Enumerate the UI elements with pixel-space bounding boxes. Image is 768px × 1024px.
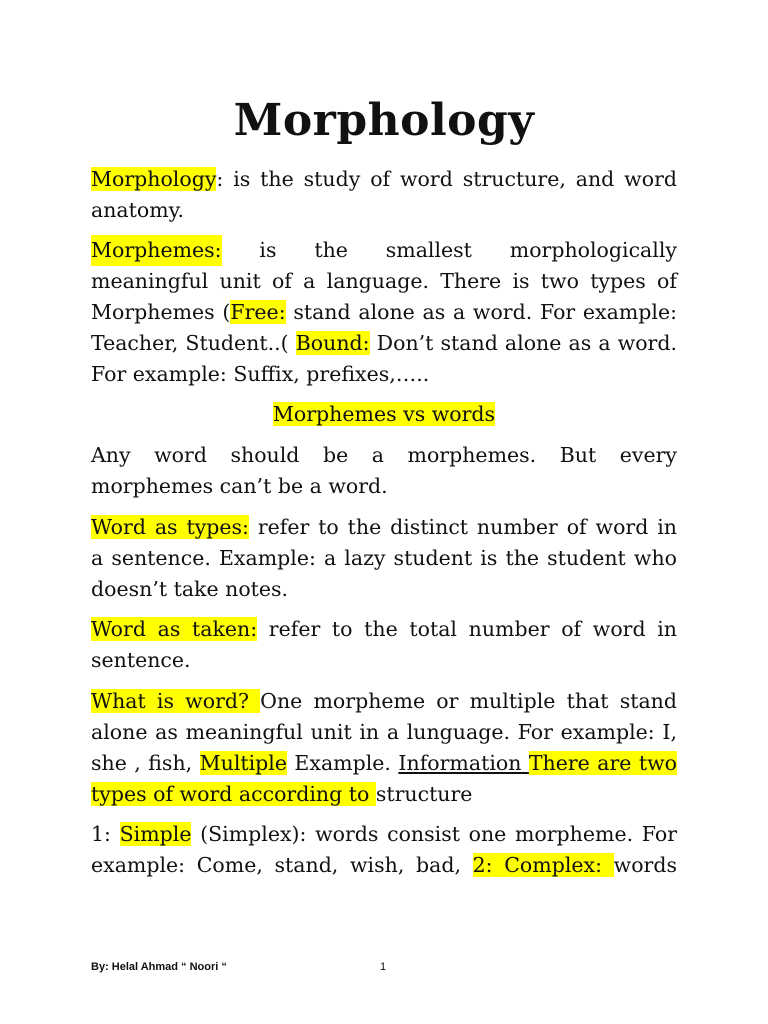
term-multiple: Multiple — [199, 751, 287, 775]
page-number: 1 — [380, 961, 387, 973]
term-types-of-word: types of word according to — [91, 782, 376, 806]
term-morphology: Morphology — [91, 167, 217, 191]
term-information: Information — [398, 751, 529, 775]
paragraph-word-as-types: Word as types: refer to the distinct number of word in a sentence. Example: a lazy student is the student who doesn’t take notes. — [91, 515, 677, 601]
term-bound: Bound: — [295, 331, 370, 355]
term-complex: 2: Complex: — [472, 853, 614, 877]
term-what-is-word: What is word? — [91, 689, 261, 713]
footer-author: By: Helal Ahmad “ Noori “ — [91, 961, 227, 973]
term-word-as-taken: Word as taken: — [91, 617, 258, 641]
paragraph-morphemes-vs-words: Any word should be a morphemes. But every morphemes can’t be a word. — [91, 443, 677, 498]
term-morphemes: Morphemes: — [91, 235, 222, 266]
paragraph-word-as-taken: Word as taken: refer to the total number of word in sentence. — [91, 617, 678, 672]
paragraph-what-is-word: What is word? One morpheme or multiple that stand alone as meaningful unit in a lunguage. For example: I, she , fish, Multiple Example. Information There are two types of word according to structure — [91, 689, 677, 806]
term-there-are-two: There are two — [528, 751, 677, 775]
term-simple: Simple — [119, 822, 192, 846]
paragraph-morphology-definition: Morphology: is the study of word structure, and word anatomy. — [91, 167, 677, 222]
term-free: Free: — [230, 300, 286, 324]
page-title: Morphology — [233, 95, 535, 146]
paragraph-morphemes-definition: Morphemes: is the smallest morphologically meaningful unit of a language. There is two types of Morphemes (Free: stand alone as a word. For example: Teacher, Student..( Bound: Don’t stand alone as a word. For example: Suffix, prefixes,….. — [91, 235, 677, 390]
paragraph-simple-complex: 1: Simple (Simplex): words consist one morpheme. For example: Come, stand, wish, bad, 2: Complex: words — [91, 822, 678, 877]
section-heading: Morphemes vs words — [272, 402, 496, 426]
term-word-as-types: Word as types: — [91, 515, 249, 539]
